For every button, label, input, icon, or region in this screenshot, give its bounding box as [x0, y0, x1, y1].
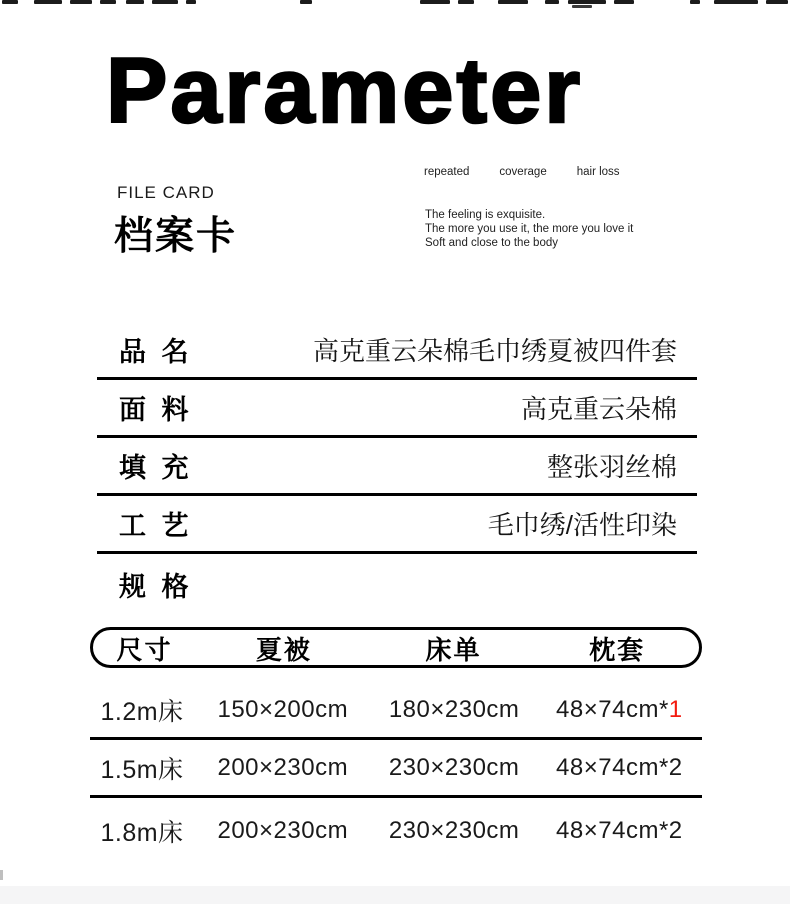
spec-value: 毛巾绣/活性印染 [487, 510, 677, 540]
cropped-text-fragment [690, 0, 700, 4]
cropped-text-fragment [714, 0, 758, 4]
cropped-text-fragment [70, 0, 92, 4]
pillow-size: 48×74cm* [556, 816, 669, 844]
cropped-text-fragment [766, 0, 788, 4]
cropped-text-fragment [300, 0, 312, 4]
cropped-text-fragment [34, 0, 62, 4]
pillow-size: 48×74cm* [556, 753, 669, 781]
cropped-text-fragment [458, 0, 474, 4]
bed-size-cell: 1.5m床 [100, 755, 184, 784]
spec-value: 高克重云朵棉 [520, 394, 677, 424]
pillow-size: 48×74cm* [556, 695, 669, 723]
page-title: Parameter [106, 40, 584, 142]
cropped-text-fragment [545, 0, 559, 4]
pillow-size-cell [537, 754, 702, 782]
spec-row-fabric [97, 380, 697, 438]
pillow-size-cell [537, 696, 702, 724]
cropped-text-fragment [614, 0, 634, 4]
sheet-size-cell: 230×230cm [388, 753, 520, 781]
spec-label: 填 充 [119, 453, 193, 483]
description-line: The more you use it, the more you love it [425, 223, 634, 235]
spec-row-specification [97, 554, 697, 614]
cropped-text-fragment [498, 0, 528, 4]
sheet-size-cell: 180×230cm [388, 695, 520, 723]
cropped-top-strip [0, 0, 790, 10]
cropped-edge-fragment [0, 870, 3, 880]
spec-table [97, 322, 697, 614]
cropped-text-fragment [100, 0, 116, 4]
pillow-count: 2 [668, 816, 683, 844]
spec-value: 高克重云朵棉毛巾绣夏被四件套 [312, 336, 677, 366]
size-row-1-5m [90, 740, 702, 798]
spec-label: 面 料 [119, 395, 193, 425]
cropped-text-fragment [420, 0, 450, 4]
size-table [90, 627, 702, 858]
description-line: Soft and close to the body [425, 237, 558, 249]
spec-label: 规 格 [119, 571, 193, 602]
spec-label: 工 艺 [119, 511, 193, 541]
cropped-text-fragment [152, 0, 178, 4]
footer-strip [0, 886, 790, 904]
sheet-size-cell: 230×230cm [388, 816, 520, 844]
keyword: repeated [424, 166, 470, 178]
cropped-text-fragment [2, 0, 18, 4]
spec-row-craft [97, 496, 697, 554]
bed-size-cell: 1.2m床 [100, 697, 184, 726]
spec-value: 整张羽丝棉 [546, 452, 677, 482]
spec-row-product-name [97, 322, 697, 380]
keyword: coverage [499, 166, 547, 178]
file-card-label: FILE CARD [117, 183, 215, 202]
pillow-size-cell [537, 817, 702, 845]
cropped-text-fragment [186, 0, 196, 4]
size-header-sheet: 床单 [425, 635, 482, 665]
bed-size-cell: 1.8m床 [100, 818, 184, 847]
cropped-text-fragment [572, 5, 592, 8]
description-line: The feeling is exquisite. [425, 209, 546, 221]
cropped-text-fragment [568, 0, 606, 4]
size-header-quilt: 夏被 [255, 635, 312, 665]
size-header-pillow: 枕套 [589, 635, 646, 665]
keyword-row [424, 166, 620, 178]
spec-row-filling [97, 438, 697, 496]
quilt-size-cell: 200×230cm [217, 753, 349, 781]
keyword: hair loss [576, 166, 620, 178]
pillow-count: 1 [668, 695, 683, 723]
file-card-title-zh: 档案卡 [114, 215, 238, 258]
size-header-size: 尺寸 [116, 635, 173, 665]
size-row-1-8m [90, 803, 702, 858]
size-table-header [90, 627, 702, 668]
quilt-size-cell: 150×200cm [217, 695, 349, 723]
quilt-size-cell: 200×230cm [217, 816, 349, 844]
spec-label: 品 名 [119, 337, 193, 367]
cropped-text-fragment [126, 0, 144, 4]
description-lines [425, 208, 633, 250]
size-row-1-2m [90, 682, 702, 740]
pillow-count: 2 [668, 753, 683, 781]
